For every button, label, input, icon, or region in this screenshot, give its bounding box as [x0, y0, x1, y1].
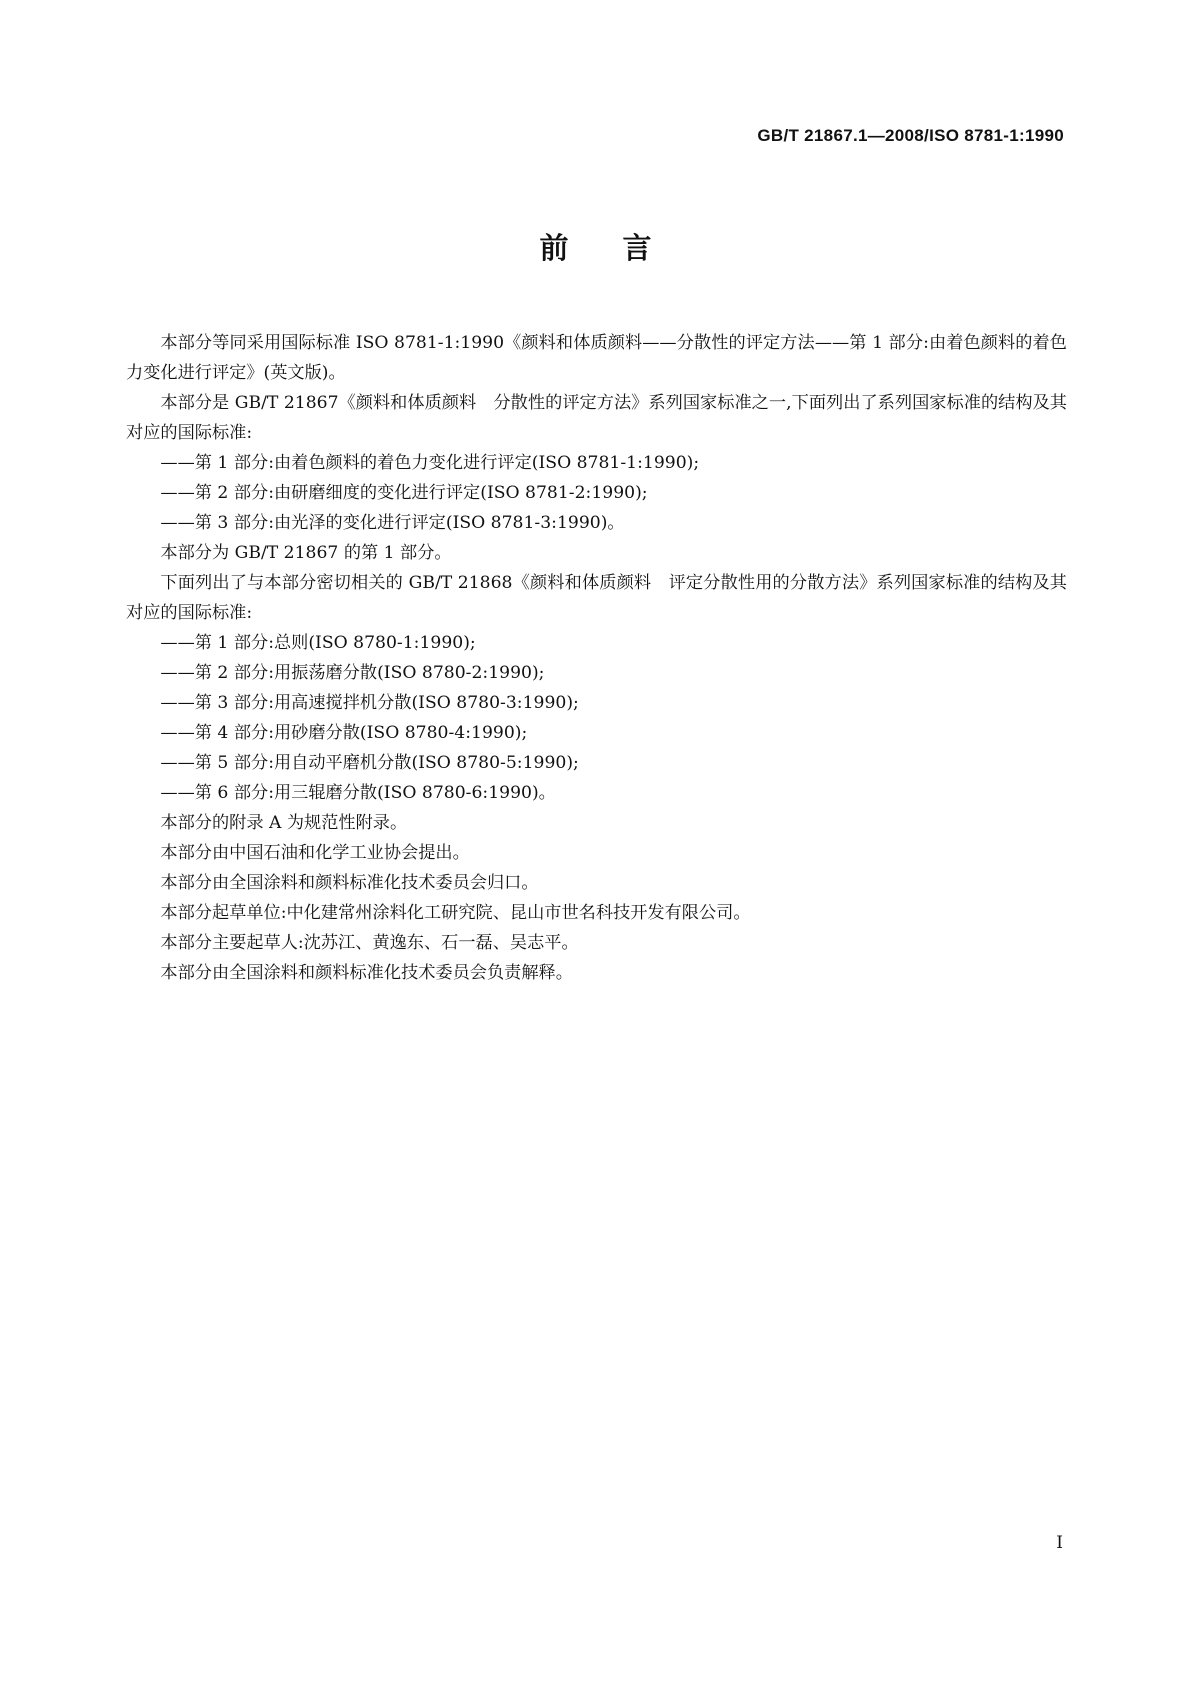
- list-item: ——第 5 部分:用自动平磨机分散(ISO 8780-5:1990);: [160, 753, 579, 773]
- standard-number: GB/T 21867.1—2008/ISO 8781-1:1990: [757, 126, 1064, 145]
- list-item: ——第 2 部分:由研磨细度的变化进行评定(ISO 8781-2:1990);: [160, 483, 648, 503]
- paragraph-interpretation: 本部分由全国涂料和颜料标准化技术委员会负责解释。: [160, 963, 573, 983]
- paragraph-series-21868: 下面列出了与本部分密切相关的 GB/T 21868《颜料和体质颜料 评定分散性用的分散方法》系列国家标准的结构及其对应的国际标准:: [126, 573, 1067, 623]
- page-number: I: [1056, 1533, 1063, 1553]
- list-item: ——第 6 部分:用三辊磨分散(ISO 8780-6:1990)。: [160, 783, 556, 803]
- paragraph-centralized: 本部分由全国涂料和颜料标准化技术委员会归口。: [160, 873, 539, 893]
- paragraph-proposer: 本部分由中国石油和化学工业协会提出。: [160, 843, 470, 863]
- paragraph-part-1: 本部分为 GB/T 21867 的第 1 部分。: [160, 543, 452, 563]
- list-item: ——第 2 部分:用振荡磨分散(ISO 8780-2:1990);: [160, 663, 545, 683]
- foreword-body: [126, 328, 1067, 988]
- page-title: 前言: [539, 231, 706, 265]
- list-item: ——第 3 部分:用高速搅拌机分散(ISO 8780-3:1990);: [160, 693, 579, 713]
- paragraph-drafters: 本部分主要起草人:沈苏江、黄逸东、石一磊、吴志平。: [160, 933, 579, 953]
- list-item: ——第 1 部分:总则(ISO 8780-1:1990);: [160, 633, 476, 653]
- list-item: ——第 3 部分:由光泽的变化进行评定(ISO 8781-3:1990)。: [160, 513, 625, 533]
- paragraph-adoption: 本部分等同采用国际标准 ISO 8781-1:1990《颜料和体质颜料——分散性的评定方法——第 1 部分:由着色颜料的着色力变化进行评定》(英文版)。: [126, 333, 1067, 383]
- list-item: ——第 4 部分:用砂磨分散(ISO 8780-4:1990);: [160, 723, 528, 743]
- paragraph-annex: 本部分的附录 A 为规范性附录。: [160, 813, 408, 833]
- paragraph-drafting-units: 本部分起草单位:中化建常州涂料化工研究院、昆山市世名科技开发有限公司。: [160, 903, 751, 923]
- paragraph-series-21867: 本部分是 GB/T 21867《颜料和体质颜料 分散性的评定方法》系列国家标准之一,下面列出了系列国家标准的结构及其对应的国际标准:: [126, 393, 1067, 443]
- list-item: ——第 1 部分:由着色颜料的着色力变化进行评定(ISO 8781-1:1990);: [160, 453, 700, 473]
